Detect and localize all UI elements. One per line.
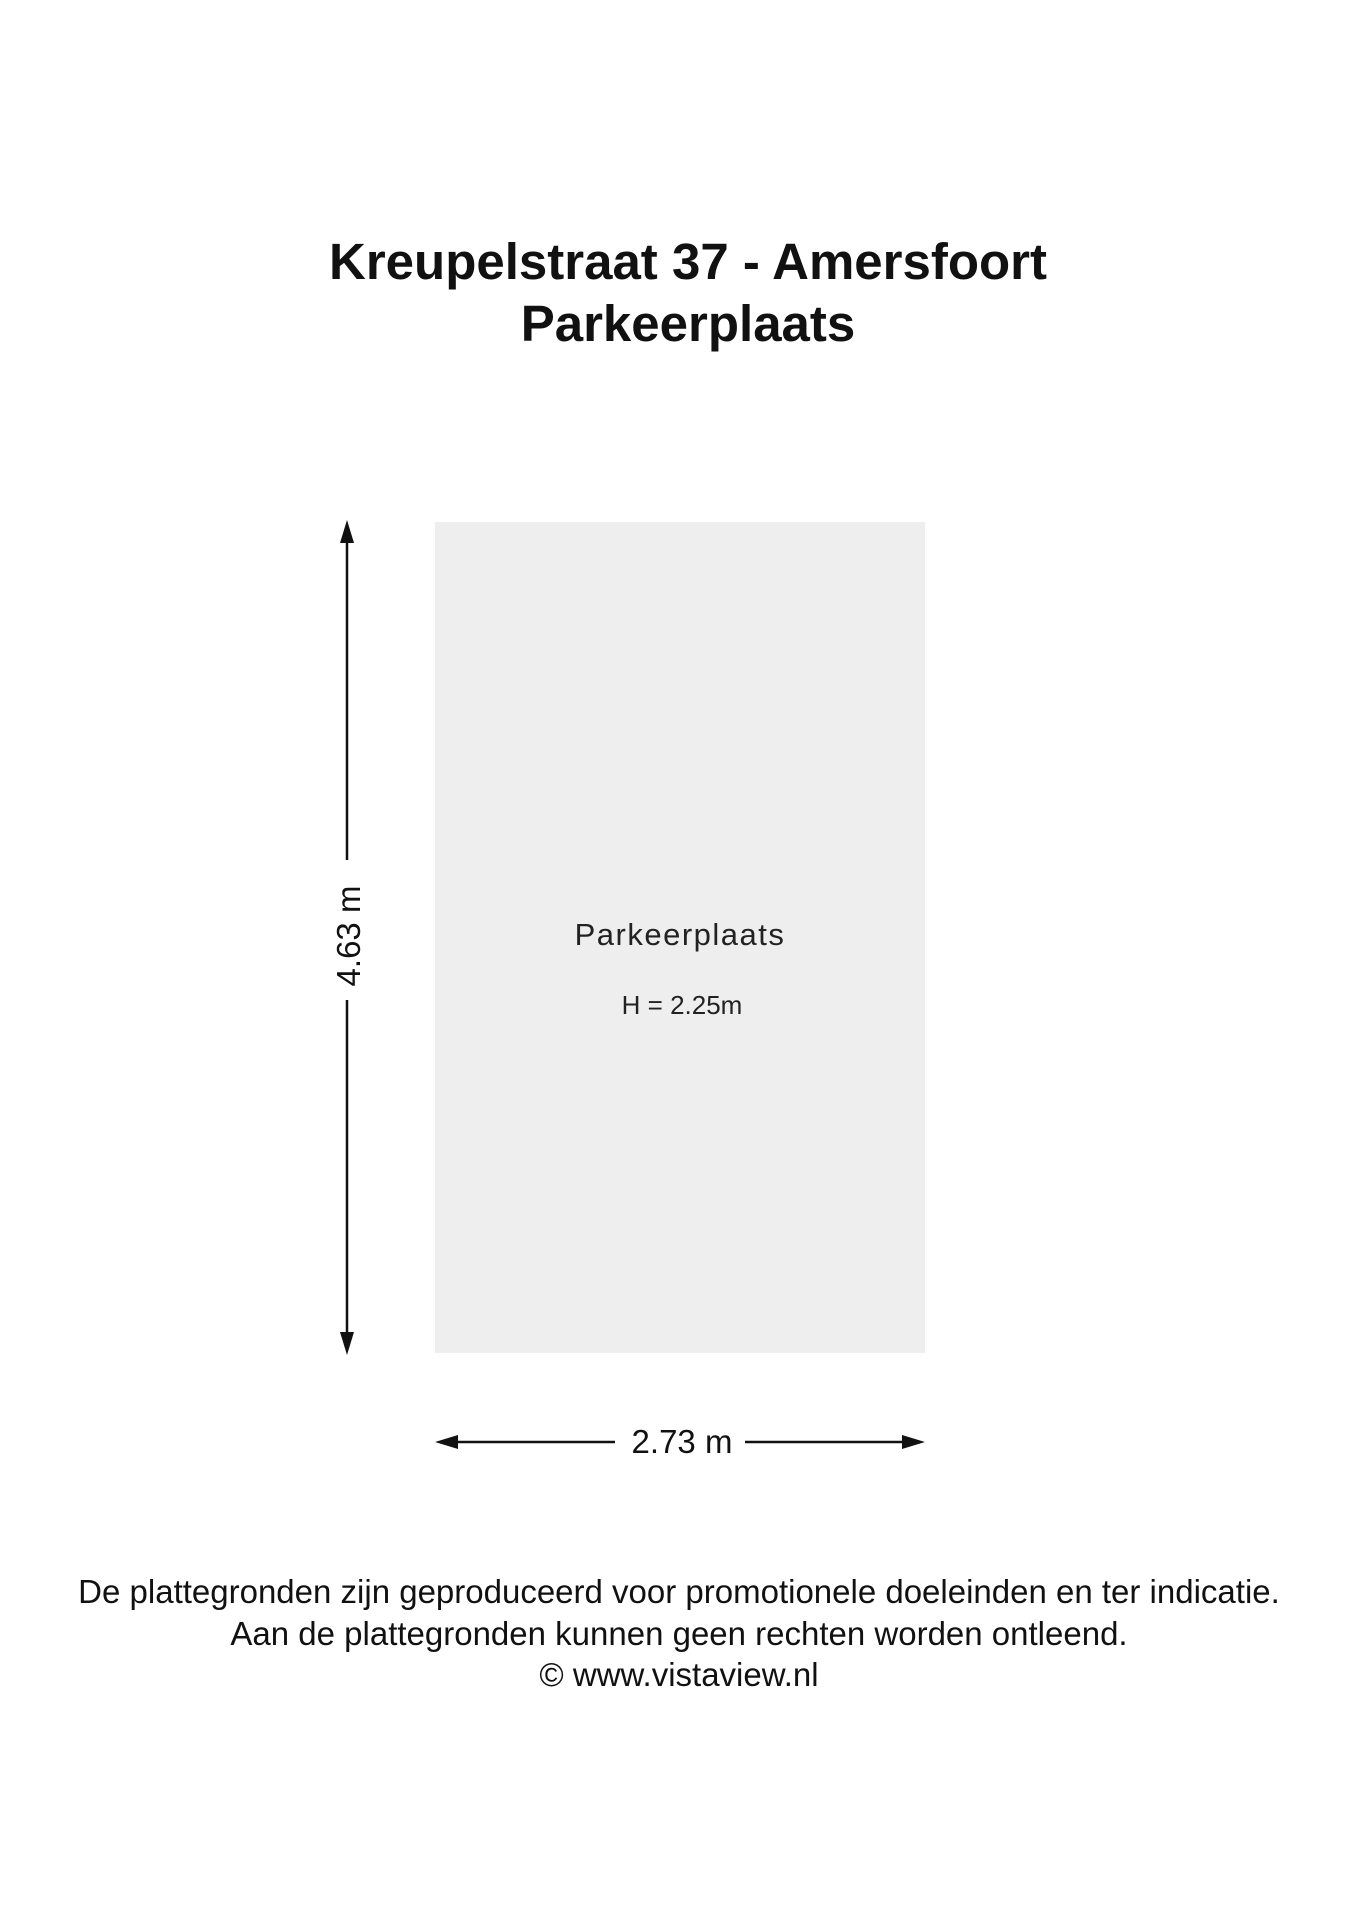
plan-title-address: Kreupelstraat 37 - Amersfoort: [329, 233, 1047, 290]
arrow-up-icon: [340, 520, 354, 543]
room-height-label: H = 2.25m: [621, 990, 743, 1020]
room-name-label: Parkeerplaats: [574, 917, 786, 952]
arrow-left-icon: [435, 1435, 458, 1449]
arrow-down-icon: [340, 1332, 354, 1355]
plan-title-floor: Parkeerplaats: [520, 295, 856, 352]
arrow-right-icon: [902, 1435, 925, 1449]
width-dimension-label: 2.73 m: [631, 1423, 733, 1460]
disclaimer-line-1: De plattegronden zijn geproduceerd voor promotionele doeleinden en ter indicatie.: [78, 1573, 1280, 1610]
length-dimension-label: 4.63 m: [330, 885, 367, 987]
disclaimer-line-2: Aan de plattegronden kunnen geen rechten worden ontleend.: [230, 1615, 1128, 1652]
copyright-line: © www.vistaview.nl: [539, 1656, 819, 1693]
